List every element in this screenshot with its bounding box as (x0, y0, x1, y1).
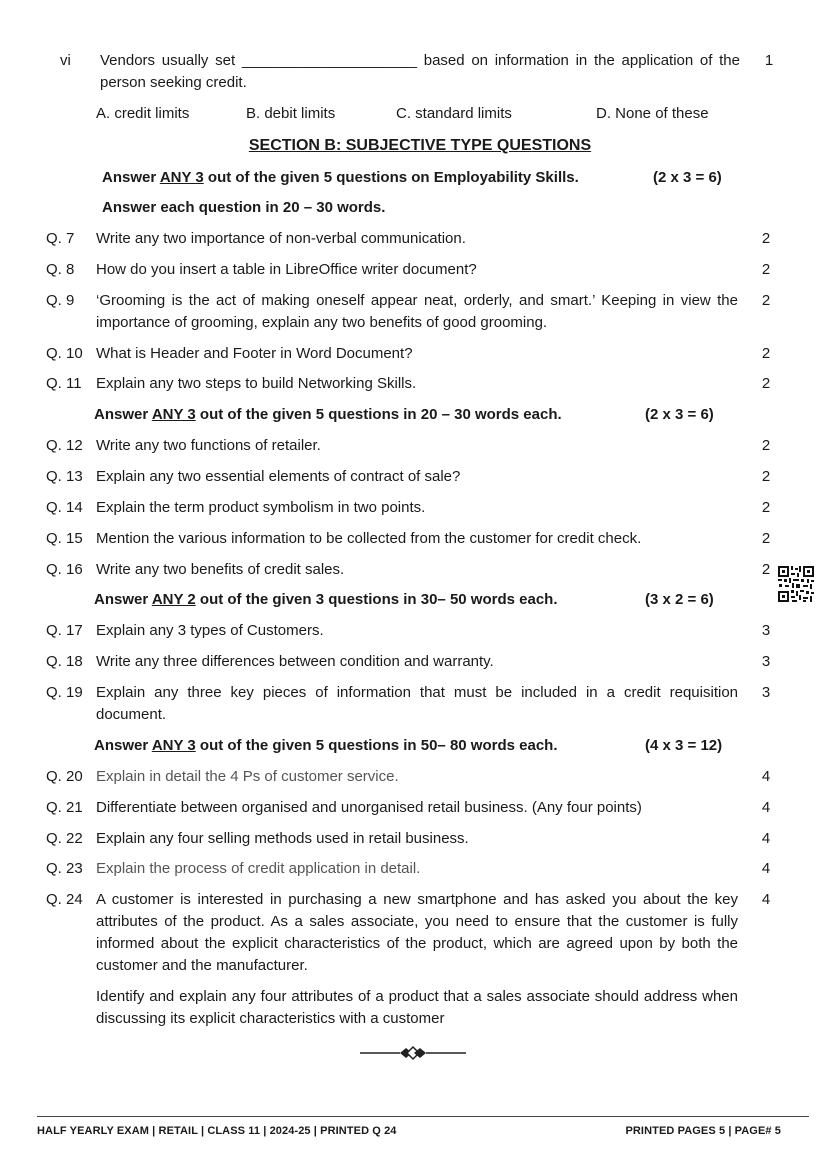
section-title: SECTION B: SUBJECTIVE TYPE QUESTIONS (248, 137, 592, 154)
instruction-any: ANY 3 (151, 406, 196, 423)
instruction-marks: (2 x 3 = 6) (653, 169, 722, 186)
question-marks: 4 (761, 891, 771, 908)
question-text: Explain any two essential elements of contract of sale? (96, 468, 461, 485)
question-marks: 4 (761, 830, 771, 847)
section-instruction: Answer each question in 20 – 30 words. (102, 199, 386, 216)
question-text: Explain any two steps to build Networking Skills. (96, 375, 417, 392)
question-number: Q. 16 (46, 561, 83, 578)
footer-left: HALF YEARLY EXAM | RETAIL | CLASS 11 | 2024-25 | PRINTED Q 24 (37, 1125, 397, 1137)
question-marks: 2 (761, 292, 771, 309)
question-number: Q. 18 (46, 653, 83, 670)
instruction-any: ANY 3 (159, 169, 204, 186)
instruction-marks: (3 x 2 = 6) (645, 591, 714, 608)
question-text: A customer is interested in purchasing a new smartphone and has asked you about the key attributes of the product. As a sales associate, you need to ensure that the customer is fully informed about the explicit characteristics of the product, which are agreed upon by both the customer and the manufacturer. (96, 891, 738, 974)
question-text: ‘Grooming is the act of making oneself appear neat, orderly, and smart.’ Keeping in view the importance of grooming, explain any two benefits of good grooming. (96, 292, 738, 331)
question-number: Q. 14 (46, 499, 83, 516)
question-number: Q. 17 (46, 622, 83, 639)
question-text: What is Header and Footer in Word Document? (96, 345, 413, 362)
question-marks: 2 (761, 230, 771, 247)
question-marks: 2 (761, 345, 771, 362)
instruction-text: Answer (102, 169, 157, 186)
question-number: vi (60, 52, 71, 69)
question-text-part: based on information in the application of the person seeking credit. (100, 52, 740, 91)
option-a: A. credit limits (96, 105, 190, 122)
question-number: Q. 9 (46, 292, 75, 309)
question-text: Mention the various information to be collected from the customer for credit check. (96, 530, 642, 547)
instruction-marks: (2 x 3 = 6) (645, 406, 714, 423)
instruction-text: out of the given 5 questions in 50– 80 words each. (199, 737, 558, 754)
question-marks: 2 (761, 437, 771, 454)
question-marks: 4 (761, 768, 771, 785)
question-marks: 2 (761, 499, 771, 516)
question-text: Differentiate between organised and unorganised retail business. (Any four points) (96, 799, 642, 816)
option-d: D. None of these (596, 105, 709, 122)
question-number: Q. 10 (46, 345, 83, 362)
question-text: Write any three differences between condition and warranty. (96, 653, 494, 670)
question-text: Explain the process of credit application in detail. (96, 860, 421, 877)
question-marks: 2 (761, 375, 771, 392)
question-marks: 4 (761, 860, 771, 877)
question-marks: 2 (761, 468, 771, 485)
question-number: Q. 11 (46, 375, 82, 392)
question-number: Q. 19 (46, 684, 83, 701)
question-marks: 1 (764, 52, 774, 69)
question-marks: 3 (761, 684, 771, 701)
question-marks: 2 (761, 530, 771, 547)
section-instruction (94, 404, 562, 426)
question-text: Write any two functions of retailer. (96, 437, 321, 454)
question-text: Write any two benefits of credit sales. (96, 561, 345, 578)
question-text: Explain any 3 types of Customers. (96, 622, 324, 639)
question-text: Explain in detail the 4 Ps of customer service. (96, 768, 399, 785)
question-number: Q. 15 (46, 530, 83, 547)
question-text: Explain any four selling methods used in retail business. (96, 830, 469, 847)
question-number: Q. 7 (46, 230, 75, 247)
instruction-text: out of the given 5 questions in 20 – 30 words each. (199, 406, 562, 423)
qr-code-icon (777, 565, 815, 603)
question-marks: 3 (761, 653, 771, 670)
question-text: Explain the term product symbolism in two points. (96, 499, 426, 516)
question-number: Q. 8 (46, 261, 75, 278)
section-instruction (94, 589, 558, 611)
footer-rule (37, 1116, 809, 1117)
question-marks: 2 (761, 261, 771, 278)
instruction-marks: (4 x 3 = 12) (645, 737, 723, 754)
question-number: Q. 21 (46, 799, 83, 816)
instruction-text: Answer (94, 737, 149, 754)
question-number: Q. 23 (46, 860, 83, 877)
footer-right: PRINTED PAGES 5 | PAGE# 5 (625, 1125, 781, 1137)
instruction-any: ANY 3 (151, 737, 196, 754)
question-number: Q. 12 (46, 437, 83, 454)
question-marks: 4 (761, 799, 771, 816)
question-text: Explain any three key pieces of information that must be included in a credit requisition document. (96, 684, 738, 723)
question-number: Q. 20 (46, 768, 83, 785)
instruction-text: Answer (94, 591, 149, 608)
end-ornament-icon (360, 1045, 466, 1061)
section-instruction (94, 735, 558, 757)
question-text: How do you insert a table in LibreOffice writer document? (96, 261, 477, 278)
question-text-part: Vendors usually set (100, 52, 236, 69)
answer-blank: _____________________ (241, 52, 418, 69)
question-text (100, 50, 740, 94)
instruction-text: out of the given 5 questions on Employability Skills. (207, 169, 579, 186)
instruction-text: Answer (94, 406, 149, 423)
question-marks: 3 (761, 622, 771, 639)
question-number: Q. 13 (46, 468, 83, 485)
option-b: B. debit limits (246, 105, 336, 122)
instruction-text: out of the given 3 questions in 30– 50 words each. (199, 591, 558, 608)
question-number: Q. 24 (46, 891, 83, 908)
question-number: Q. 22 (46, 830, 83, 847)
instruction-any: ANY 2 (151, 591, 196, 608)
question-text: Write any two importance of non-verbal communication. (96, 230, 466, 247)
question-paragraph: Identify and explain any four attributes of a product that a sales associate should address when discussing its explicit characteristics with a customer (96, 988, 738, 1027)
section-instruction (102, 167, 579, 189)
option-c: C. standard limits (396, 105, 512, 122)
question-marks: 2 (761, 561, 771, 578)
